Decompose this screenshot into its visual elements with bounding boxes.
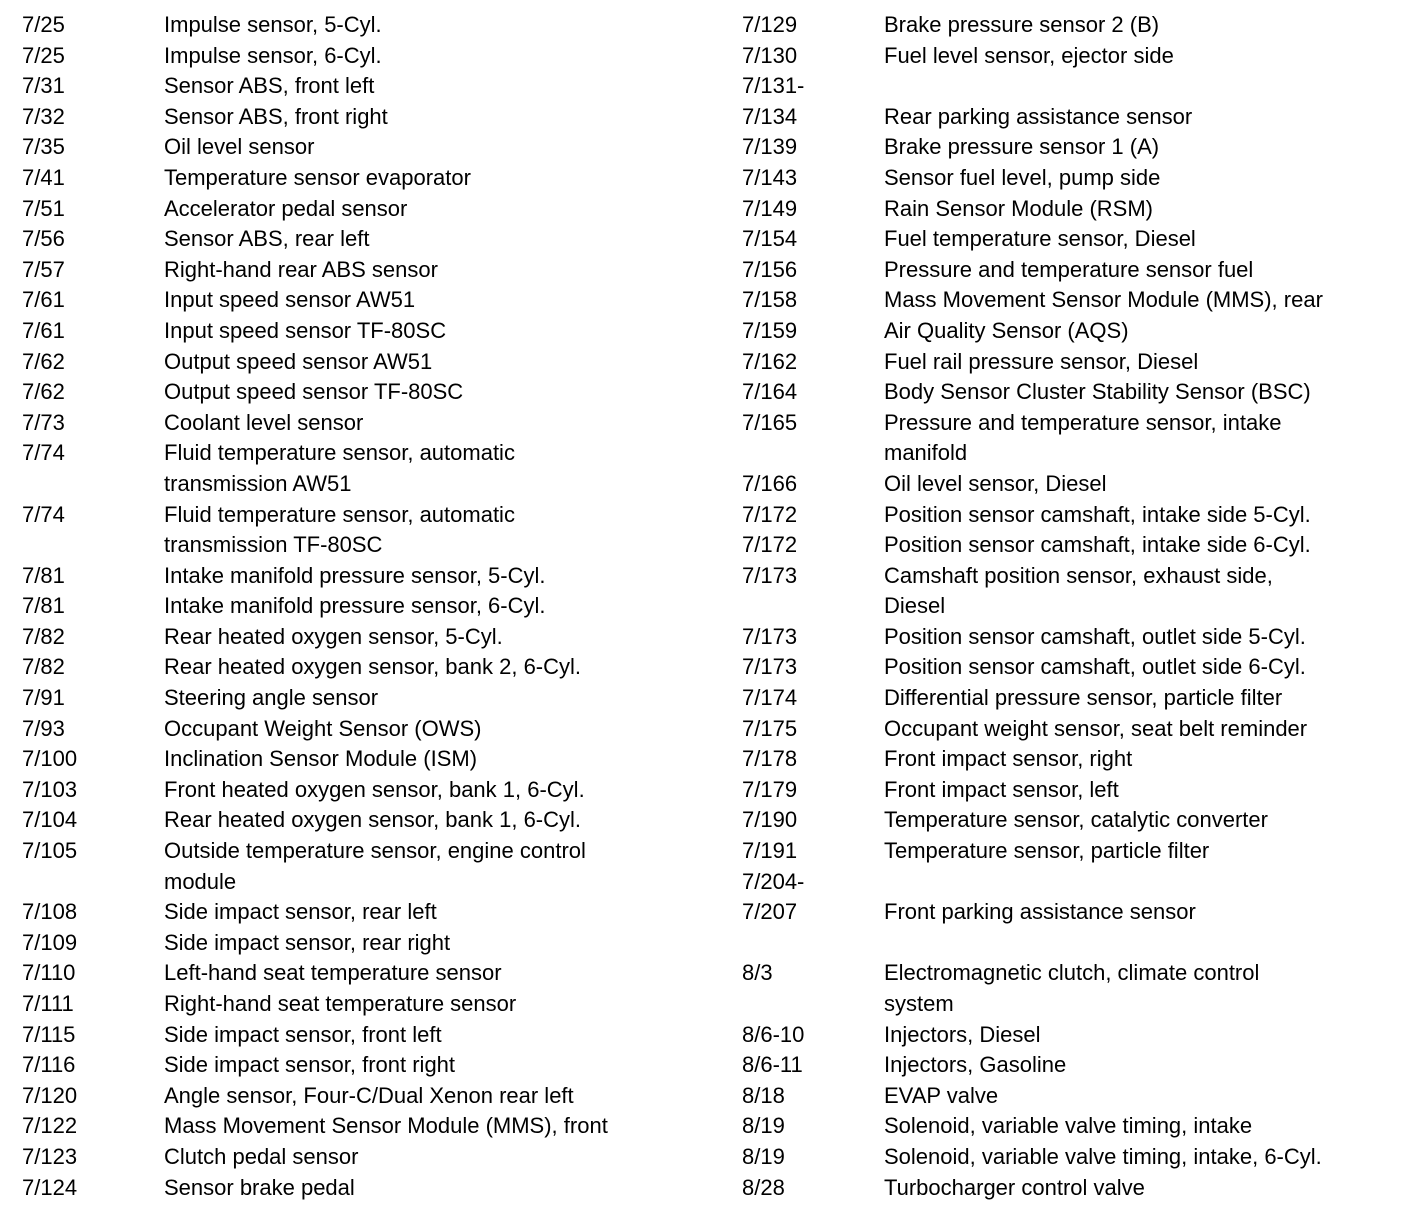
component-entry: [22, 897, 712, 928]
component-description: Front impact sensor, right: [884, 746, 1133, 772]
component-description: Rear parking assistance sensor: [884, 103, 1193, 129]
component-entry: [22, 377, 712, 408]
component-code: 8/6-10: [742, 1021, 805, 1047]
component-code: 7/191: [742, 838, 798, 864]
component-entry: [742, 408, 1402, 469]
component-code: 7/143: [742, 164, 798, 190]
component-code: 7/173: [742, 654, 798, 680]
component-entry: [22, 438, 712, 499]
component-entry: [22, 989, 712, 1020]
component-entry: [742, 683, 1402, 714]
component-entry: [22, 347, 712, 378]
component-entry: [22, 102, 712, 133]
component-code: 8/3: [742, 960, 773, 986]
component-description: Position sensor camshaft, intake side 6-Cyl.: [884, 532, 1311, 558]
component-description: Output speed sensor AW51: [164, 348, 433, 374]
component-entry: [742, 652, 1402, 683]
component-description: Turbocharger control valve: [884, 1174, 1145, 1200]
component-entry: [742, 622, 1402, 653]
component-description: Position sensor camshaft, intake side 5-Cyl.: [884, 501, 1311, 527]
component-code: 7/81: [22, 562, 65, 588]
component-code: 7/162: [742, 348, 798, 374]
component-description: Front heated oxygen sensor, bank 1, 6-Cyl.: [164, 776, 585, 802]
component-entry: [22, 1081, 712, 1112]
component-entry: [742, 714, 1402, 745]
component-code: 7/105: [22, 838, 78, 864]
component-entry: [22, 1142, 712, 1173]
component-description: Input speed sensor TF-80SC: [164, 317, 447, 343]
component-description: Intake manifold pressure sensor, 6-Cyl.: [164, 593, 546, 619]
component-code: 7/56: [22, 226, 65, 252]
component-description: Rear heated oxygen sensor, bank 2, 6-Cyl.: [164, 654, 582, 680]
component-entry: [22, 928, 712, 959]
component-code: 7/116: [22, 1052, 76, 1078]
component-description: Front impact sensor, left: [884, 776, 1119, 802]
component-description: Sensor fuel level, pump side: [884, 164, 1161, 190]
component-code: 7/175: [742, 715, 798, 741]
component-entry: [22, 194, 712, 225]
component-code: 7/61: [22, 317, 65, 343]
component-description: Left-hand seat temperature sensor: [164, 960, 502, 986]
component-entry: [742, 530, 1402, 561]
component-description: Sensor ABS, front left: [164, 73, 375, 99]
component-code: 7/61: [22, 287, 65, 313]
component-entry: [22, 775, 712, 806]
component-description: Temperature sensor evaporator: [164, 164, 471, 190]
component-entry: [22, 683, 712, 714]
component-description: Temperature sensor, catalytic converter: [884, 807, 1268, 833]
component-description: Mass Movement Sensor Module (MMS), rear: [884, 287, 1323, 313]
component-description: Inclination Sensor Module (ISM): [164, 746, 478, 772]
component-description: Temperature sensor, particle filter: [884, 838, 1210, 864]
component-entry: [742, 41, 1402, 72]
component-code: 7/41: [22, 164, 65, 190]
component-code: 7/172: [742, 501, 798, 527]
component-code: 7/159: [742, 317, 798, 343]
component-entry: [742, 561, 1402, 622]
component-entry: [22, 652, 712, 683]
component-entry: [22, 316, 712, 347]
component-entry: [742, 224, 1402, 255]
component-description: Input speed sensor AW51: [164, 287, 416, 313]
component-description: Pressure and temperature sensor fuel: [884, 256, 1254, 282]
component-description: Rear heated oxygen sensor, 5-Cyl.: [164, 623, 503, 649]
component-description: Rear heated oxygen sensor, bank 1, 6-Cyl.: [164, 807, 582, 833]
component-entry: [742, 836, 1402, 867]
component-entry: [22, 836, 712, 897]
component-entry: [22, 805, 712, 836]
component-description: Occupant weight sensor, seat belt reminder: [884, 715, 1308, 741]
component-code: 7/164: [742, 379, 798, 405]
component-code: 8/18: [742, 1082, 785, 1108]
component-description: Position sensor camshaft, outlet side 5-Cyl.: [884, 623, 1306, 649]
component-entry: [22, 163, 712, 194]
component-code: 7/62: [22, 348, 65, 374]
spacer: [742, 928, 1402, 959]
component-entry: [742, 10, 1402, 41]
component-description: Position sensor camshaft, outlet side 6-Cyl.: [884, 654, 1306, 680]
component-entry: [742, 347, 1402, 378]
component-entry: [742, 255, 1402, 286]
component-description: Injectors, Diesel: [884, 1021, 1041, 1047]
component-entry: [742, 71, 1402, 132]
right-column: [742, 10, 1402, 1203]
component-description: Fuel temperature sensor, Diesel: [884, 226, 1196, 252]
component-description: Occupant Weight Sensor (OWS): [164, 715, 482, 741]
component-code: 7/123: [22, 1143, 78, 1169]
component-code: 7/120: [22, 1082, 78, 1108]
component-entry: [742, 377, 1402, 408]
component-description: EVAP valve: [884, 1082, 999, 1108]
component-description: Camshaft position sensor, exhaust side, Diesel: [884, 562, 1273, 619]
component-description: Sensor ABS, rear left: [164, 226, 370, 252]
component-entry: [22, 622, 712, 653]
component-code: 7/115: [22, 1021, 76, 1047]
component-code: 7/149: [742, 195, 798, 221]
component-description: Differential pressure sensor, particle filter: [884, 685, 1283, 711]
component-description: Fuel rail pressure sensor, Diesel: [884, 348, 1199, 374]
component-description: Impulse sensor, 5-Cyl.: [164, 12, 382, 37]
component-code: 7/129: [742, 12, 798, 37]
component-code: 7/62: [22, 379, 65, 405]
component-description: Fluid temperature sensor, automatic transmission TF-80SC: [164, 501, 515, 558]
component-description: Electromagnetic clutch, climate control system: [884, 960, 1260, 1016]
component-description: Front parking assistance sensor: [884, 899, 1196, 925]
component-description: Right-hand seat temperature sensor: [164, 991, 517, 1016]
component-description: Solenoid, variable valve timing, intake, 6-Cyl.: [884, 1143, 1322, 1169]
component-description: Rain Sensor Module (RSM): [884, 195, 1153, 221]
component-code: 7/104: [22, 807, 78, 833]
component-code: 7/103: [22, 776, 78, 802]
component-code: 7/32: [22, 103, 65, 129]
component-description: Outside temperature sensor, engine control module: [164, 838, 586, 894]
component-code: 7/173: [742, 623, 798, 649]
component-entry: [22, 132, 712, 163]
component-entry: [742, 1111, 1402, 1142]
component-code: 7/204- 7/207: [742, 868, 805, 925]
component-code: 7/179: [742, 776, 798, 802]
component-entry: [22, 744, 712, 775]
component-description: Oil level sensor: [164, 134, 315, 160]
component-entry: [22, 561, 712, 592]
component-code: 8/28: [742, 1174, 785, 1200]
component-code: 7/173: [742, 562, 798, 588]
component-entry: [742, 132, 1402, 163]
component-entry: [22, 10, 712, 41]
component-entry: [22, 958, 712, 989]
component-code: 7/108: [22, 899, 78, 925]
component-code: 7/190: [742, 807, 798, 833]
component-description: Side impact sensor, rear left: [164, 899, 437, 925]
component-description: Oil level sensor, Diesel: [884, 470, 1107, 496]
component-entry: [22, 255, 712, 286]
component-code: 7/73: [22, 409, 65, 435]
component-entry: [22, 591, 712, 622]
component-description: Brake pressure sensor 1 (A): [884, 134, 1160, 160]
component-code: 7/178: [742, 746, 798, 772]
component-entry: [22, 500, 712, 561]
component-entry: [742, 867, 1402, 928]
component-code: 7/172: [742, 532, 798, 558]
component-entry: [742, 805, 1402, 836]
component-code: 8/6-11: [742, 1052, 803, 1078]
component-entry: [742, 1142, 1402, 1173]
component-entry: [22, 1050, 712, 1081]
component-entry: [22, 408, 712, 439]
component-description: Coolant level sensor: [164, 409, 364, 435]
component-code: 7/131- 7/134: [742, 73, 805, 129]
component-code: 7/130: [742, 42, 798, 68]
component-code: 7/74: [22, 440, 65, 466]
component-description: Clutch pedal sensor: [164, 1143, 359, 1169]
component-code: 7/82: [22, 623, 65, 649]
component-code: 7/122: [22, 1113, 78, 1139]
component-entry: [742, 194, 1402, 225]
component-entry: [742, 1081, 1402, 1112]
component-entry: [742, 1050, 1402, 1081]
component-description: Pressure and temperature sensor, intake manifold: [884, 409, 1282, 466]
component-code: 7/174: [742, 685, 798, 711]
component-code: 7/100: [22, 746, 78, 772]
component-entry: [742, 1173, 1402, 1204]
component-code: 7/124: [22, 1174, 78, 1200]
component-description: Fuel level sensor, ejector side: [884, 42, 1174, 68]
component-code: 7/81: [22, 593, 65, 619]
component-entry: [22, 71, 712, 102]
component-description: Side impact sensor, rear right: [164, 929, 451, 955]
component-entry: [742, 744, 1402, 775]
component-description: Solenoid, variable valve timing, intake: [884, 1113, 1253, 1139]
component-entry: [742, 500, 1402, 531]
component-code: 7/31: [22, 73, 65, 99]
component-description: Air Quality Sensor (AQS): [884, 317, 1129, 343]
component-code: 7/51: [22, 195, 65, 221]
component-description: Mass Movement Sensor Module (MMS), front: [164, 1113, 608, 1139]
component-code: 7/165: [742, 409, 798, 435]
component-description: Fluid temperature sensor, automatic transmission AW51: [164, 440, 515, 496]
component-description: Right-hand rear ABS sensor: [164, 256, 438, 282]
component-entry: [742, 469, 1402, 500]
component-entry: [22, 1111, 712, 1142]
component-description: Angle sensor, Four-C/Dual Xenon rear left: [164, 1082, 574, 1108]
component-code: 7/158: [742, 287, 798, 313]
component-description: Body Sensor Cluster Stability Sensor (BSC): [884, 379, 1311, 405]
component-description: Output speed sensor TF-80SC: [164, 379, 464, 405]
component-description: Sensor brake pedal: [164, 1174, 355, 1200]
component-code: 7/110: [22, 960, 76, 986]
component-description: Impulse sensor, 6-Cyl.: [164, 42, 382, 68]
component-code: 7/109: [22, 929, 78, 955]
component-entry: [742, 163, 1402, 194]
component-code: 7/74: [22, 501, 65, 527]
component-entry: [742, 1020, 1402, 1051]
component-code: 7/35: [22, 134, 65, 160]
component-entry: [22, 285, 712, 316]
component-description: Accelerator pedal sensor: [164, 195, 408, 221]
left-column: [22, 10, 712, 1203]
component-description: Intake manifold pressure sensor, 5-Cyl.: [164, 562, 546, 588]
component-description: Side impact sensor, front right: [164, 1052, 456, 1078]
component-entry: [22, 224, 712, 255]
component-code: 7/25: [22, 42, 65, 68]
component-code: 7/25: [22, 12, 65, 37]
component-code: 7/139: [742, 134, 798, 160]
component-entry: [742, 958, 1402, 1019]
component-code: 7/57: [22, 256, 65, 282]
component-description: Brake pressure sensor 2 (B): [884, 12, 1160, 37]
component-entry: [742, 775, 1402, 806]
component-description: Side impact sensor, front left: [164, 1021, 442, 1047]
component-code: 7/111: [22, 991, 74, 1016]
component-code: 7/156: [742, 256, 798, 282]
component-entry: [22, 1020, 712, 1051]
component-entry: [742, 285, 1402, 316]
component-code: 8/19: [742, 1113, 785, 1139]
component-entry: [22, 1173, 712, 1204]
component-description: Steering angle sensor: [164, 685, 379, 711]
component-code: 8/19: [742, 1143, 785, 1169]
component-description: Injectors, Gasoline: [884, 1052, 1067, 1078]
component-code: 7/91: [22, 685, 65, 711]
component-code: 7/93: [22, 715, 65, 741]
component-entry: [22, 41, 712, 72]
component-entry: [742, 316, 1402, 347]
component-code: 7/166: [742, 470, 798, 496]
component-code: 7/154: [742, 226, 798, 252]
component-description: Sensor ABS, front right: [164, 103, 388, 129]
component-entry: [22, 714, 712, 745]
component-code: 7/82: [22, 654, 65, 680]
